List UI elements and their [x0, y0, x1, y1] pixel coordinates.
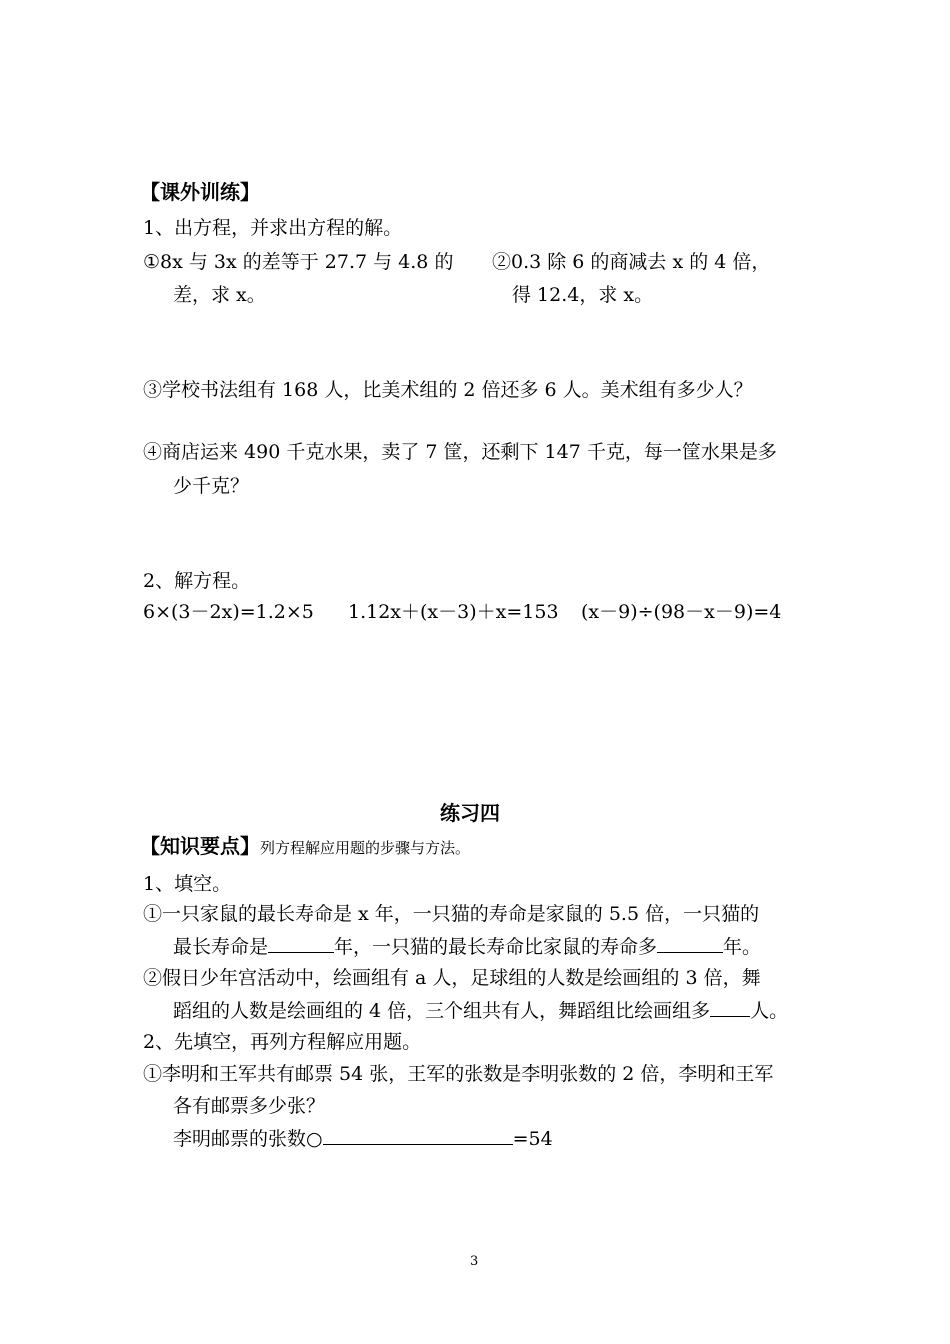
fill-item-1-line-1: ①一只家鼠的最长寿命是 x 年，一只猫的寿命是家鼠的 5.5 倍，一只猫的 [143, 903, 760, 925]
knowledge-heading-row [140, 834, 470, 860]
practice-title: 练习四 [440, 801, 500, 825]
fill-item-2-line-2 [173, 998, 788, 1023]
fill-text: 蹈组的人数是绘画组的 4 倍，三个组共有人，舞蹈组比绘画组多 [173, 1000, 711, 1022]
answer-blank[interactable] [657, 934, 723, 953]
item-4-line-2: 少千克？ [173, 475, 250, 497]
app-item-1-line-1: ①李明和王军共有邮票 54 张，王军的张数是李明张数的 2 倍，李明和王军 [143, 1063, 774, 1085]
knowledge-heading: 【知识要点】 [140, 834, 260, 858]
question-1-title: 1、出方程，并求出方程的解。 [143, 217, 403, 239]
section-heading-extracurricular: 【课外训练】 [140, 180, 260, 204]
equation-1: 6×(3－2x)=1.2×5 [143, 601, 314, 623]
item-1-line-1: ①8x 与 3x 的差等于 27.7 与 4.8 的 [143, 251, 454, 273]
answer-blank[interactable] [710, 998, 750, 1017]
equation-3: (x－9)÷(98－x－9)=4 [581, 601, 782, 623]
app-item-1-line-3 [173, 1126, 553, 1151]
fill-text: =54 [512, 1128, 553, 1150]
item-3: ③学校书法组有 168 人，比美术组的 2 倍还多 6 人。美术组有多少人？ [143, 379, 753, 401]
item-2-line-2: 得 12.4，求 x。 [512, 284, 654, 306]
item-1-line-2: 差，求 x。 [173, 284, 266, 306]
fill-item-2-line-1: ②假日少年宫活动中，绘画组有 a 人，足球组的人数是绘画组的 3 倍，舞 [143, 967, 761, 989]
knowledge-note: 列方程解应用题的步骤与方法。 [260, 839, 471, 857]
fill-text: 人。 [750, 1000, 789, 1022]
fill-text: 年。 [723, 936, 762, 958]
app-item-1-line-2: 各有邮票多少张？ [173, 1095, 326, 1117]
item-4-line-1: ④商店运来 490 千克水果，卖了 7 筐，还剩下 147 千克，每一筐水果是多 [143, 441, 777, 463]
equation-2: 1.12x＋(x－3)＋x=153 [348, 601, 559, 623]
fill-item-1-line-2 [173, 934, 761, 959]
fill-text: 最长寿命是 [173, 936, 269, 958]
item-2-line-1: ②0.3 除 6 的商减去 x 的 4 倍， [492, 251, 771, 273]
fill-text: 李明邮票的张数○ [173, 1128, 323, 1150]
application-question-title: 2、先填空，再列方程解应用题。 [143, 1031, 422, 1053]
answer-blank[interactable] [323, 1126, 513, 1145]
answer-blank[interactable] [268, 934, 334, 953]
fill-question-title: 1、填空。 [143, 873, 232, 895]
question-2-title: 2、解方程。 [143, 570, 251, 592]
fill-text: 年，一只猫的最长寿命比家鼠的寿命多 [334, 936, 658, 958]
page-number: 3 [470, 1254, 479, 1269]
